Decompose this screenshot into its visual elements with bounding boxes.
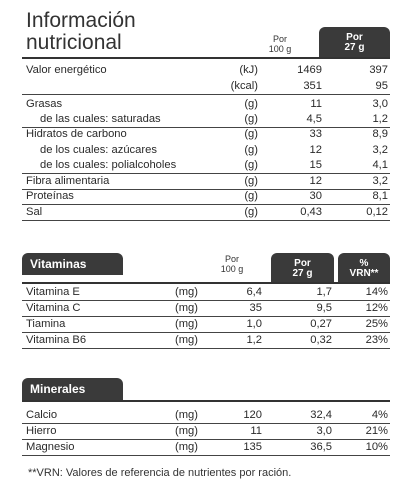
nutrient-per100: 351 [303, 80, 322, 92]
vit-header-vrn [338, 253, 390, 283]
nutrient-per100: 11 [310, 98, 322, 110]
vit-header-per27-line1: Por [294, 258, 311, 269]
vitaminas-row [22, 332, 390, 348]
item-per27: 9,5 [316, 302, 332, 314]
nutrient-name: Fibra alimentaria [26, 175, 110, 187]
footnote: **VRN: Valores de referencia de nutrientes por ración. [28, 467, 292, 479]
title-line-2: nutricional [26, 31, 122, 54]
item-name: Vitamina C [26, 302, 81, 314]
item-name: Tiamina [26, 318, 66, 330]
item-vrn: 25% [365, 318, 388, 330]
vit-header-vrn-line2: VRN** [349, 268, 379, 279]
item-vrn: 4% [371, 409, 388, 421]
item-vrn: 21% [365, 425, 388, 437]
item-unit: (mg) [175, 302, 198, 314]
header-per100 [258, 34, 302, 54]
item-unit: (mg) [175, 425, 198, 437]
nutrition-row [22, 157, 390, 173]
minerales-tab: Minerales [22, 378, 123, 400]
vitaminas-row [22, 300, 390, 316]
item-unit: (mg) [175, 409, 198, 421]
main-header-rule [22, 57, 390, 59]
nutrient-per27: 0,12 [366, 206, 388, 218]
item-per27: 32,4 [310, 409, 332, 421]
nutrient-unit: (g) [244, 144, 258, 156]
min-header-rule [22, 400, 390, 402]
nutrition-row [22, 62, 390, 78]
item-name: Hierro [26, 425, 57, 437]
item-per100: 6,4 [246, 286, 262, 298]
item-per100: 135 [243, 441, 262, 453]
nutrition-row [22, 188, 390, 204]
item-unit: (mg) [175, 318, 198, 330]
title-line-1: Información [26, 9, 136, 32]
item-per100: 120 [243, 409, 262, 421]
row-divider [22, 94, 390, 95]
item-per27: 36,5 [310, 441, 332, 453]
minerales-row [22, 439, 390, 455]
nutrient-per27: 3,2 [372, 144, 388, 156]
nutrient-per100: 12 [309, 144, 322, 156]
item-per100: 1,0 [246, 318, 262, 330]
item-name: Vitamina E [26, 286, 80, 298]
vit-header-vrn-line1: % [359, 258, 369, 269]
header-per27-line1: Por [346, 32, 363, 43]
item-per100: 35 [249, 302, 262, 314]
nutrition-row [22, 111, 390, 127]
item-per27: 1,7 [316, 286, 332, 298]
nutrient-per27: 8,9 [372, 128, 388, 140]
nutrient-unit: (g) [244, 190, 258, 202]
item-unit: (mg) [175, 286, 198, 298]
item-per27: 0,27 [310, 318, 332, 330]
row-divider [22, 455, 390, 456]
item-vrn: 14% [365, 286, 388, 298]
nutrition-row [22, 142, 390, 158]
item-per27: 0,32 [310, 334, 332, 346]
nutrient-name: Valor energético [26, 64, 107, 76]
nutrient-unit: (kcal) [230, 80, 258, 92]
nutrient-unit: (g) [244, 98, 258, 110]
minerales-row [22, 423, 390, 439]
item-per27: 3,0 [316, 425, 332, 437]
nutrient-unit: (g) [244, 128, 258, 140]
header-per100-line2: 100 g [268, 44, 292, 54]
vitaminas-row [22, 316, 390, 332]
nutrient-unit: (g) [244, 175, 258, 187]
vit-header-per100-line2: 100 g [220, 264, 244, 274]
vit-header-per27 [271, 253, 334, 283]
vit-header-per100-line1: Por [224, 254, 239, 264]
nutrient-unit: (kJ) [239, 64, 258, 76]
nutrient-name: de las cuales: saturadas [40, 113, 161, 125]
nutrient-per27: 3,0 [372, 98, 388, 110]
item-unit: (mg) [175, 441, 198, 453]
page-title [26, 10, 136, 54]
nutrient-per100: 0,43 [300, 206, 322, 218]
nutrient-name: Hidratos de carbono [26, 128, 127, 140]
nutrient-name: de los cuales: polialcoholes [40, 159, 177, 171]
item-name: Vitamina B6 [26, 334, 87, 346]
minerales-row [22, 407, 390, 423]
vit-header-per27-line2: 27 g [292, 268, 313, 279]
nutrient-per100: 4,5 [306, 113, 322, 125]
item-name: Calcio [26, 409, 58, 421]
row-divider [22, 348, 390, 349]
nutrition-row [22, 78, 390, 94]
nutrition-row [22, 173, 390, 189]
nutrient-unit: (g) [244, 206, 258, 218]
nutrient-per27: 8,1 [372, 190, 388, 202]
nutrient-name: Grasas [26, 98, 63, 110]
vitaminas-tab: Vitaminas [22, 253, 123, 275]
nutrient-unit: (g) [244, 159, 258, 171]
item-per100: 11 [250, 425, 262, 437]
nutrient-per100: 1469 [297, 64, 322, 76]
nutrient-unit: (g) [244, 113, 258, 125]
item-name: Magnesio [26, 441, 75, 453]
nutrition-row [22, 204, 390, 220]
header-per27-line2: 27 g [344, 42, 365, 53]
nutrient-per27: 3,2 [372, 175, 388, 187]
nutrient-per100: 30 [309, 190, 322, 202]
vit-header-per100 [210, 254, 254, 274]
vitaminas-row [22, 284, 390, 300]
nutrient-per100: 12 [309, 175, 322, 187]
nutrient-per27: 397 [369, 64, 388, 76]
nutrient-per100: 15 [309, 159, 322, 171]
nutrient-name: Sal [26, 206, 43, 218]
nutrient-per27: 4,1 [372, 159, 388, 171]
nutrition-row [22, 96, 390, 112]
row-divider [22, 220, 390, 221]
nutrient-per27: 95 [375, 80, 388, 92]
nutrient-name: de los cuales: azúcares [40, 144, 157, 156]
nutrient-name: Proteínas [26, 190, 74, 202]
item-vrn: 10% [365, 441, 388, 453]
item-vrn: 23% [365, 334, 388, 346]
nutrient-per100: 33 [309, 128, 322, 140]
nutrient-per27: 1,2 [372, 113, 388, 125]
header-per27 [319, 27, 390, 58]
item-per100: 1,2 [246, 334, 262, 346]
item-vrn: 12% [365, 302, 388, 314]
item-unit: (mg) [175, 334, 198, 346]
nutrition-row [22, 126, 390, 142]
header-per100-line1: Por [272, 34, 287, 44]
